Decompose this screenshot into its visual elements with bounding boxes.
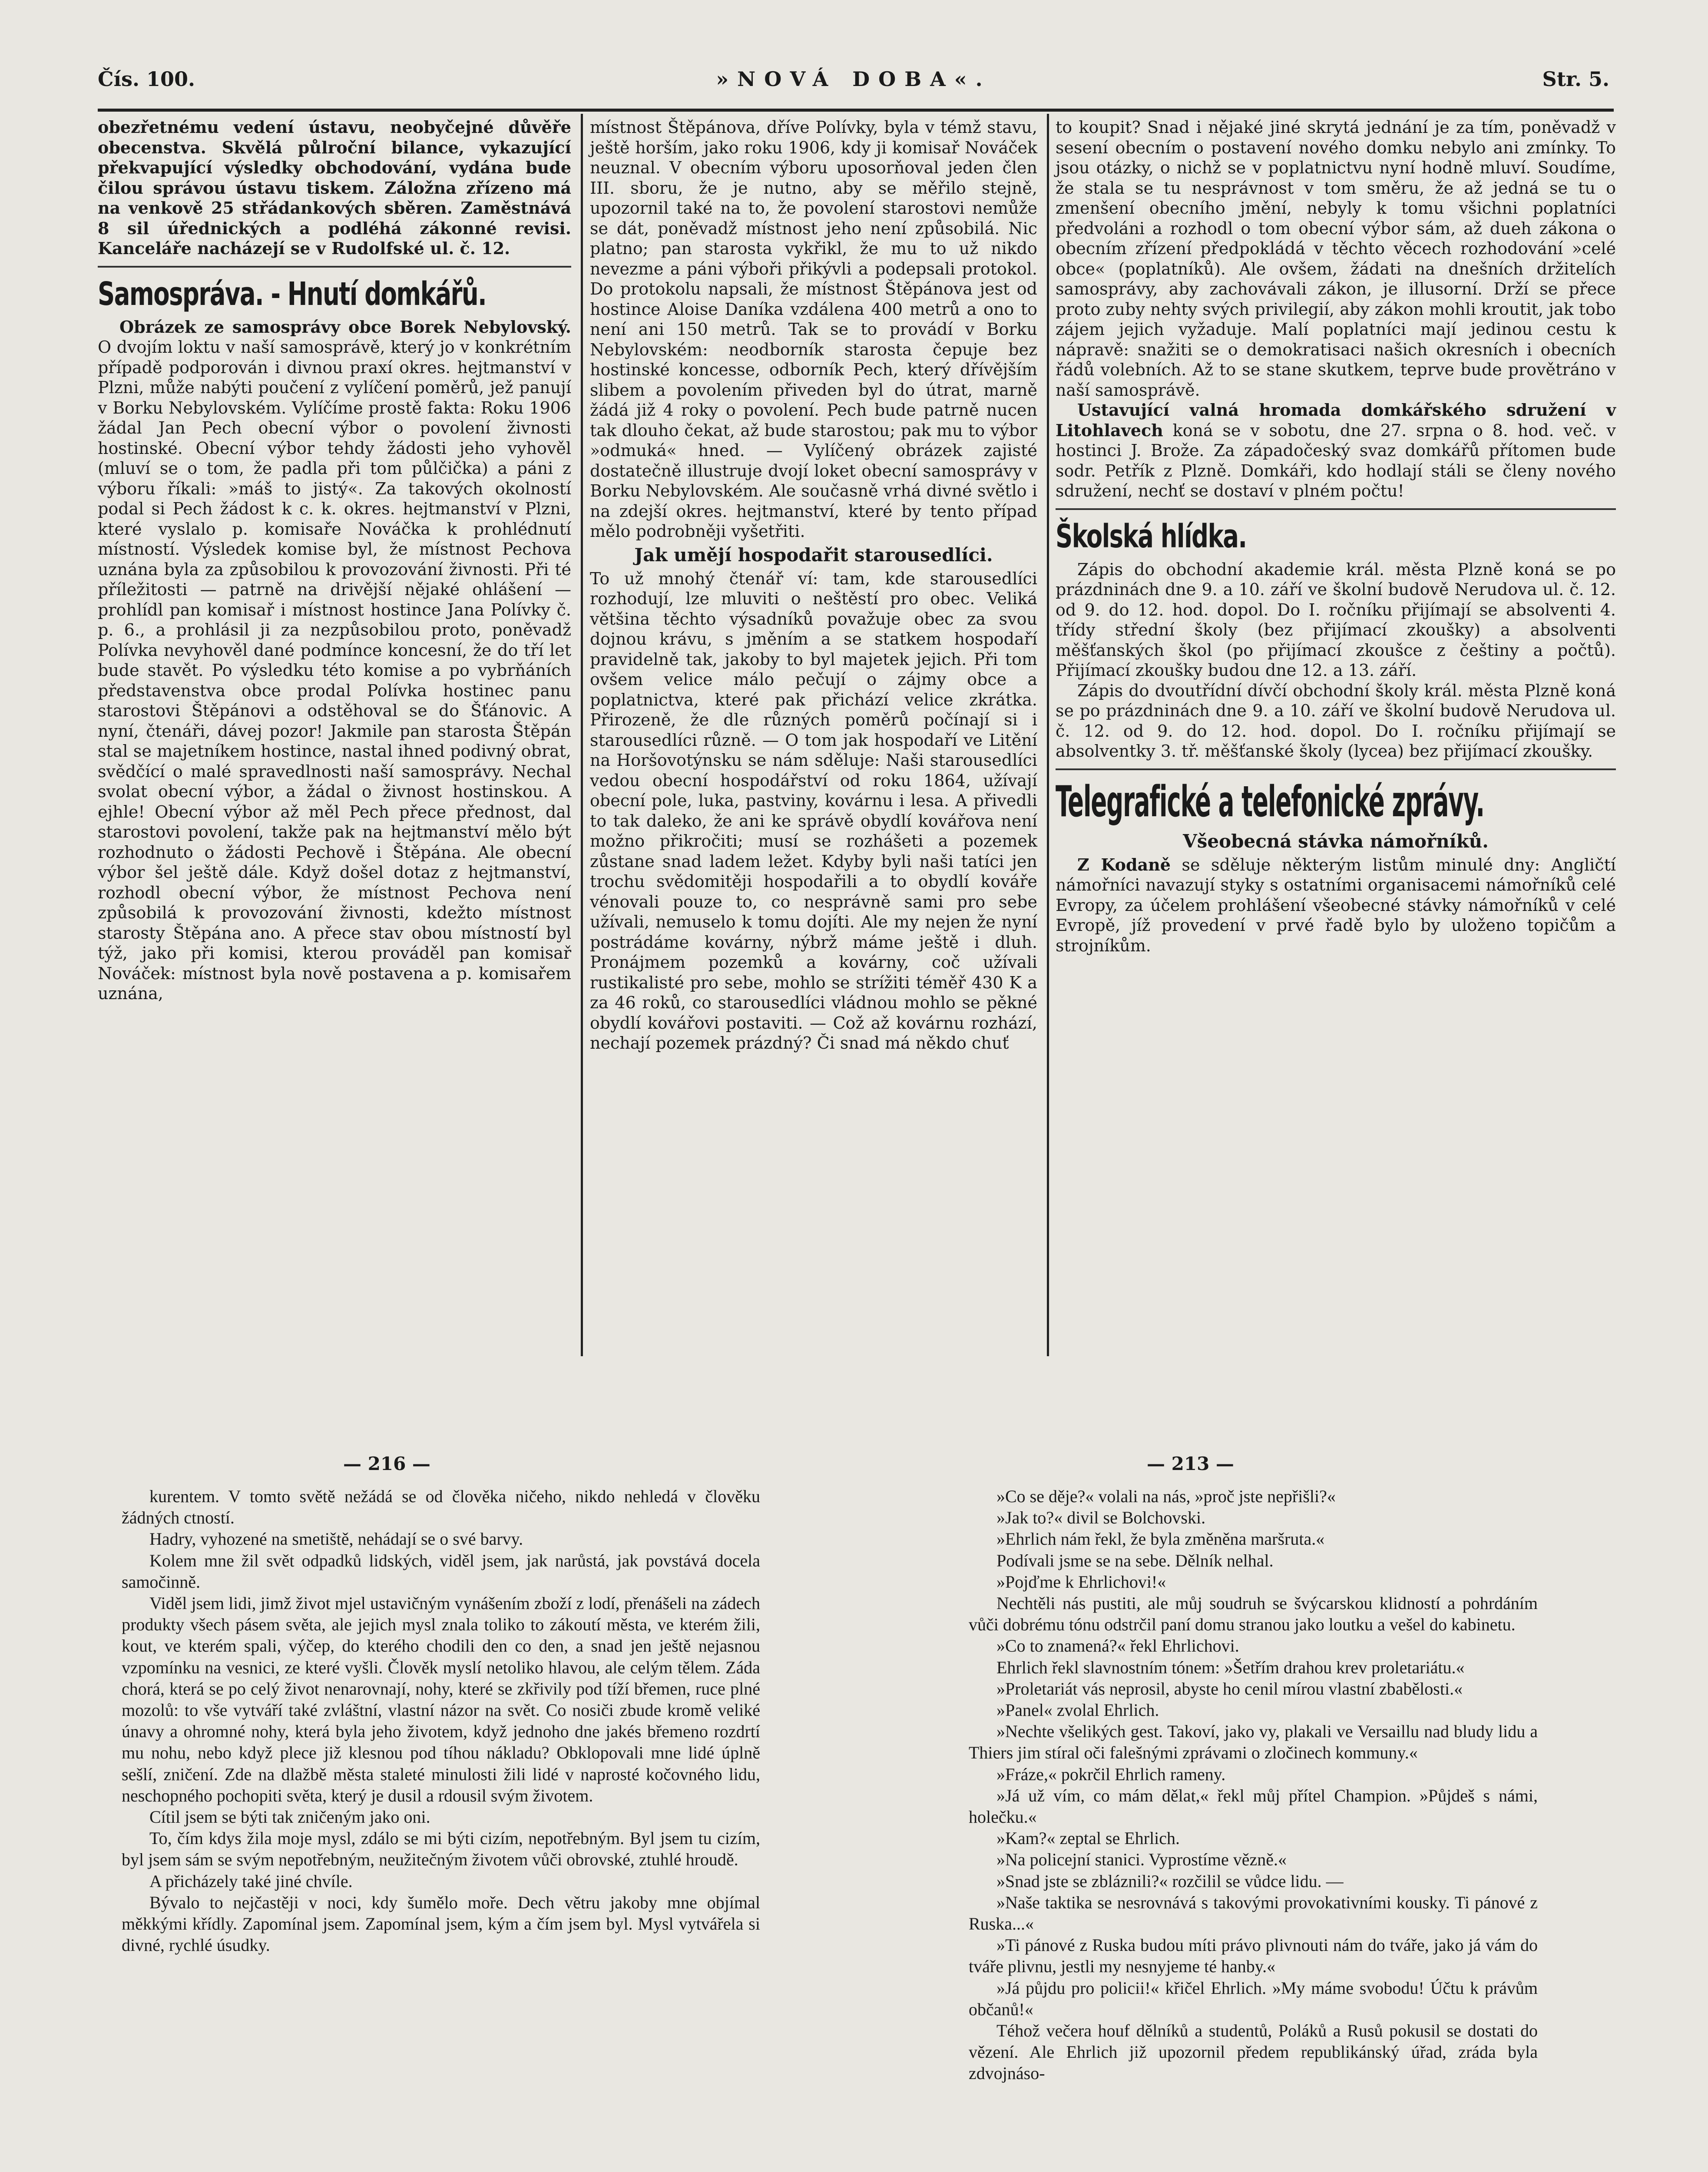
column-1 bbox=[98, 117, 571, 1004]
issue-number: Čís. 100. bbox=[98, 67, 195, 91]
notice-lead: Ustavující valná hromada domkářského sdružení v Litohlavech bbox=[1056, 400, 1616, 440]
page-header bbox=[98, 67, 1609, 102]
feuilleton-left bbox=[122, 1486, 760, 1956]
article-borek-continued: místnost Štěpánova, dříve Polívky, byla v témž stavu, ještě horším, jako roku 1906, kdy ji komisař Nováček neuznal. V obecním výboru uposorňoval jeden člen III. sboru, že je nutno, aby se měřilo stejně, upozornil také na to, že povolení starostovi nemůže se dát, poněvadž místnost jeho není způsobilá. Nic platno; pan starosta vykřikl, že mu to už nikdo nevezme a páni výboři přikývli a podepsali protokol. Do protokolu napsali, že místnost Štěpánova jest od hostince Aloise Daníka vzdálena 400 metrů a ono to není ani 150 metrů. Tak se to provádí v Borku Nebylovském: neodborník starosta čepuje bez hostinské koncesse, odborník Pech, který dřívějším slibem a povolením přiveden byl do útrat, marně žádá již 4 roky o povolení. Pech bude patrně nucen tak dlouho čekat, až bude starostou; pak mu to výbor »odmuká« hned. — Vylíčený obrázek zajisté dostatečně illustruje dvojí loket obecní samosprávy v Borku Nebylovském. Ale současně vrhá divné světlo i na zdejší okres. hejtmanství, které by tento případ mělo podrobněji vyšetřiti. bbox=[590, 118, 1037, 541]
section-heading-telegraficke: Telegrafické a telefonické zprávy. bbox=[1056, 777, 1484, 827]
feuilleton-paragraph: »Pojďme k Ehrlichovi!« bbox=[996, 1572, 1166, 1592]
feuilleton-paragraph: »Já už vím, co mám dělat,« řekl můj přítel Champion. »Půjdeš s námi, holečku.« bbox=[969, 1785, 1538, 1827]
newspaper-title: »NOVÁ DOBA«. bbox=[716, 67, 991, 91]
feuilleton-paragraph: »Jak to?« divil se Bolchovski. bbox=[996, 1508, 1206, 1528]
feuilleton-paragraph: »Proletariát vás neprosil, abyste ho cenil mírou vlastní zbabělosti.« bbox=[996, 1679, 1463, 1699]
feuilleton-paragraph: Hadry, vyhozené na smetiště, nehádají se o své barvy. bbox=[149, 1529, 523, 1549]
column-divider-2 bbox=[1047, 114, 1049, 1356]
page-number-header: Str. 5. bbox=[1542, 67, 1609, 91]
article-kodan-body: se sděluje některým listům minulé dny: Angličtí námořníci navazují styky s ostatními organisacemi námořníků celé Evropy, za účelem prohlášení všeobecné stávky námořníků v celé Evropě, jíž provedení v prvé řadě bylo by uloženo topičům a strojníkům. bbox=[1056, 855, 1616, 955]
column-2 bbox=[590, 117, 1037, 1053]
feuilleton-paragraph: Ehrlich řekl slavnostním tónem: »Šetřím drahou krev proletariátu.« bbox=[996, 1657, 1465, 1677]
feuilleton-paragraph: »Snad jste se zbláznili?« rozčilil se vůdce lidu. — bbox=[996, 1871, 1344, 1891]
section-rule bbox=[1056, 768, 1616, 770]
feuilleton-paragraph: »Nechte všelikých gest. Takoví, jako vy, plakali ve Versaillu nad bludy lidu a Thiers jim stíral oči falešnými zprávami o zločinech kommuny.« bbox=[969, 1722, 1538, 1763]
column-3 bbox=[1056, 117, 1616, 956]
intro-paragraph: obezřetnému vedení ústavu, neobyčejné důvěře obecenstva. Skvělá půlroční bilance, vykazující překvapující výsledky obchodování, vydána bude čilou správou ústavu tiskem. Záložna zřízeno má na venkově 25 střádankových sběren. Zaměstnává 8 sil úřednických a podléhá zákonné revisi. Kanceláře nacházejí se v Rudolfské ul. č. 12. bbox=[98, 117, 571, 258]
subheading-starousedlici: Jak umějí hospodařit starousedlíci. bbox=[634, 544, 993, 566]
feuilleton-paragraph: »Ehrlich nám řekl, že byla změněna maršruta.« bbox=[996, 1529, 1325, 1549]
notice-divci-skola: Zápis do dvoutřídní dívčí obchodní školy král. města Plzně koná se po prázdninách dne 9. a 10. září ve školní budově Nerudova ul. č. 12. od 9. do 12. hod. dopol. Do I. ročníku přijímají se absolventky 3. tř. měšťanské školy (lycea) bez přijímací zkoušky. bbox=[1056, 681, 1616, 761]
feuilleton-paragraph: »Co se děje?« volali na nás, »proč jste nepřišli?« bbox=[996, 1487, 1336, 1506]
feuilleton-paragraph: Viděl jsem lidi, jimž život mjel ustavičným vynášením zboží z lodí, přenášeli na zádech produkty všech pásem světa, ale jejich mysl znala toliko to zákoutí města, ve kterém žili, kout, ve kterém spali, výčep, do kterého chodili den co den, a snad jen ještě nejasnou vzpomínku na vesnici, ze které vyšli. Člověk myslí netoliko hlavou, ale celým tělem. Záda chorá, která se po celý život nenarovnají, nohy, které se zkřivily pod tíží břemen, ruce plné mozolů: to vše vytváří také zvláštní, vlastní názor na svět. Co nosiči zbude kromě veliké únavy a ohromné nohy, která byla jeho životem, když jednoho dne jakés břemeno rozdrtí mu nohu, nebo když plece již klesnou pod tíhou nákladu? Obklopovali mne lidé úplně sešlí, zničení. Zde na dlažbě města staleté minulosti žili lidé v naprosté kočovného lidu, neschopného pochopiti světa, který je dusil a rdousil svým životem. bbox=[122, 1593, 760, 1805]
header-rule bbox=[98, 109, 1614, 112]
feuilleton-paragraph: »Panel« zvolal Ehrlich. bbox=[996, 1700, 1159, 1720]
subheading-stavka: Všeobecná stávka námořníků. bbox=[1183, 830, 1489, 852]
page-number-216: — 216 — bbox=[343, 1453, 430, 1474]
article-borek bbox=[98, 317, 571, 1004]
column-divider-1 bbox=[581, 114, 583, 1356]
feuilleton-paragraph: A přicházely také jiné chvíle. bbox=[149, 1871, 353, 1891]
feuilleton-paragraph: To, čím kdys žila moje mysl, zdálo se mi býti cizím, nepotřebným. Byl jsem tu cizím, byl jsem sám se svým nepotřebným, neužitečným životem vůči obrovské, ztuhlé hroudě. bbox=[122, 1828, 760, 1870]
article-body: O dvojím loktu v naší samosprávě, který jo v konkrétním případě podporován i divnou praxí okres. hejtmanství v Plzni, může nabýti poučení z vylíčení poměrů, jež panují v Borku Nebylovském. Vylíčíme prostě fakta: Roku 1906 žádal Jan Pech obecní výbor o povolení živnosti hostinské. Obecní výbor tehdy žádosti jeho vyhověl (mluví se o tom, že padla při tom půlčička) a páni z výboru říkali: »máš to jistý«. Za takových okolností podal si Pech žádost k c. k. okres. hejtmanství v Plzni, které vyslalo p. komisaře Nováčka k prohlédnutí místností. Výsledek komise byl, že místnost Pechova uznána byla za způsobilou k provozování živnosti. Při té příležitosti — patrně na drivější nějaké ohlášení — prohlídl pan komisař i místnost hostince Jana Polívky č. p. 6., a prohlásil ji za nezpůsobilou proto, poněvadž Polívka nevyhověl dané podmínce koncesní, že do tří let bude stavět. Po výsledku této komise a po vybrňáních představenstva obce prodal Polívka hostinec panu starostovi Štěpánovi a odstěhoval se do Šťánovic. A nyní, čtenáři, dávej pozor! Jakmile pan starosta Štěpán stal se majetníkem hostince, nastal ihned podivný obrat, svědčící o malé spravedlnosti naší samosprávy. Nechal svolat obecní výbor, a žádal o živnost hostinskou. A ejhle! Obecní výbor až měl Pech přece přednost, dal starostovi povolení, takže pak na hejtmanství mělo být rozhodnuto o žádosti Pechově i Štěpána. Ale obecní výbor šel ještě dále. Když došel dotaz z hejtmanství, rozhodl obecní výbor, že místnost Pechova není způsobilá k provozování živnosti, kdežto místnost starosty Štěpána ano. A přece stav obou místností byl týž, jako při komisi, kterou prováděl pan komisař Nováček: místnost byla nově postavena a p. komisařem uznána, bbox=[98, 338, 571, 1003]
article-lead: Obrázek ze samosprávy obce Borek Nebylovský. bbox=[119, 317, 571, 337]
feuilleton-paragraph: kurentem. V tomto světě nežádá se od člověka ničeho, nikdo nehledá v člověku žádných ctností. bbox=[122, 1487, 760, 1528]
feuilleton-right bbox=[969, 1486, 1538, 2084]
feuilleton-paragraph: »Ti pánové z Ruska budou míti právo plivnouti nám do tváře, jako já vám do tváře plivnu, jestli my nesnyjeme té hanby.« bbox=[969, 1935, 1538, 1977]
page-number-213: — 213 — bbox=[1147, 1453, 1234, 1474]
feuilleton-paragraph: »Kam?« zeptal se Ehrlich. bbox=[996, 1828, 1180, 1848]
article-starousedlici: To už mnohý čtenář ví: tam, kde starousedlíci rozhodují, lze mluviti o neštěstí pro obec. Veliká většina těchto výsadníků považuje obec za svou dojnou krávu, s jměním a se statkem hospodaří pravidelně tak, jakoby to byl majetek jejich. Při tom ovšem velice málo pečují o zájmy obce a poplatnictva, které pak přichází velice zkrátka. Přirozeně, že dle různých poměrů počínají si i starousedlíci různě. — O tom jak hospodaří ve Litění na Horšovotýnsku se nám sděluje: Naši starousedlíci vedou obecní hospodářství od roku 1864, užívají obecní pole, luka, pastviny, kovárnu i lesa. A přivedli to tak daleko, že ani ke správě obydlí kovářova není možno přikročiti; musí se rozhášeti a pozemek zůstane snad ladem ležet. Kdyby byli naši tatíci jen trochu svědomitěji hospodařili a to obydlí kováře vénovali pouze to, co nesprávně sami pro sebe užívali, nemuselo k tomu dojíti. Ale my nejen že nyní postrádáme kovárny, nýbrž máme ještě i dluh. Pronájmem pozemků a kovárny, coč užívali rustikalisté pro sebe, mohlo se strížiti téměř 430 K a za 46 roků, co starousedlíci vládnou mohlo se pěkné obydlí kovářovi postaviti. — Což až kovárnu rozhází, nechají pozemek prázdný? Či snad má někdo chuť bbox=[590, 569, 1037, 1053]
feuilleton-paragraph: »Co to znamená?« řekl Ehrlichovi. bbox=[996, 1636, 1239, 1656]
feuilleton-paragraph: »Na policejní stanici. Vyprostíme vězně.« bbox=[996, 1850, 1287, 1870]
feuilleton-paragraph: Téhož večera houf dělníků a studentů, Poláků a Rusů pokusil se dostati do vězení. Ale Ehrlich již upozornil předem republikánský úřad, zráda byla zdvojnáso- bbox=[969, 2021, 1538, 2083]
feuilleton-paragraph: Bývalo to nejčastěji v noci, kdy šumělo moře. Dech větru jakoby mne objímal měkkými křídly. Zapomínal jsem. Zapomínal jsem, kým a čím jsem byl. Mysl vytvářela si divné, rychlé úsudky. bbox=[122, 1892, 760, 1955]
article-kodan bbox=[1056, 855, 1616, 956]
article-starousedlici-continued: to koupit? Snad i nějaké jiné skrytá jednání je za tím, poněvadž v sesení obecním o postavení nového domku nebylo ani zmínky. To jsou otázky, o nichž se v poplatnictvu nyní hodně mluví. Soudíme, že stala se tu nesprávnost v tom směru, že až jedná se tu o zmenšení obecního jmění, nebyly k tomu všichni poplatníci předvoláni a rozhodl o tom obecní výbor sám, až dueh zákona o obecním zřízení předpokládá v těchto věcech rozhodování »celé obce« (poplatníků). Ale ovšem, žádati na dnešních držitelích samosprávy, aby zachovávali zákon, je illusorní. Drží se přece proto zuby nehty svých privilegií, aby zákon mohli kroutit, jak tobo zájem jejich vyžaduje. Malí poplatníci mají jedinou cestu k nápravě: snažiti se o demokratisaci našich okresních i obecních řádů volebních. Až to se stane skutkem, teprve bude provětráno v naší samosprávě. bbox=[1056, 118, 1616, 400]
notice-body: koná se v sobotu, dne 27. srpna o 8. hod. več. v hostinci J. Brože. Za západočeský svaz domkářů přítomen bude sodr. Petřík z Plzně. Domkáři, kdo hodlají stáli se členy nového sdružení, nechť se dostaví v plném počtu! bbox=[1056, 420, 1616, 500]
section-heading-skolska: Školská hlídka. bbox=[1056, 517, 1247, 555]
section-heading-samosprava: Samospráva. - Hnutí domkářů. bbox=[98, 275, 487, 313]
notice-obchodni-akademie: Zápis do obchodní akademie král. města Plzně koná se po prázdninách dne 9. a 10. září ve školní budově Nerudova ul. č. 12. od 9. do 12. hod. dopol. Do I. ročníku přijímají se absolventi 4. třídy střední školy (bez přijímací zkoušky) a absolventi měšťanských škol (po přijímací zkoušce z češtiny a počtů). Přijímací zkoušky budou dne 12. a 13. září. bbox=[1056, 560, 1616, 680]
feuilleton-paragraph: Podívali jsme se na sebe. Dělník nelhal. bbox=[996, 1550, 1274, 1570]
feuilleton-paragraph: Kolem mne žil svět odpadků lidských, viděl jsem, jak narůstá, jak povstává docela samočinně. bbox=[122, 1550, 760, 1592]
section-rule bbox=[98, 266, 571, 268]
feuilleton-paragraph: Cítil jsem se býti tak zničeným jako oni. bbox=[149, 1807, 430, 1827]
feuilleton-paragraph: »Naše taktika se nesrovnává s takovými provokativními kousky. Ti pánové z Ruska...« bbox=[969, 1892, 1538, 1934]
feuilleton-paragraph: Nechtěli nás pustiti, ale můj soudruh se švýcarskou klidností a pohrdáním vůči dobrému tónu odstrčil paní domu stranou jako loutku a vešel do kabinetu. bbox=[969, 1593, 1538, 1635]
feuilleton-paragraph: »Já půjdu pro policii!« křičel Ehrlich. »My máme svobodu! Účtu k právům občanů!« bbox=[969, 1978, 1538, 2019]
section-rule bbox=[1056, 508, 1616, 510]
feuilleton-paragraph: »Fráze,« pokrčil Ehrlich rameny. bbox=[996, 1764, 1226, 1784]
notice-domkari bbox=[1056, 400, 1616, 501]
article-kodan-lead: Z Kodaně bbox=[1077, 854, 1171, 874]
